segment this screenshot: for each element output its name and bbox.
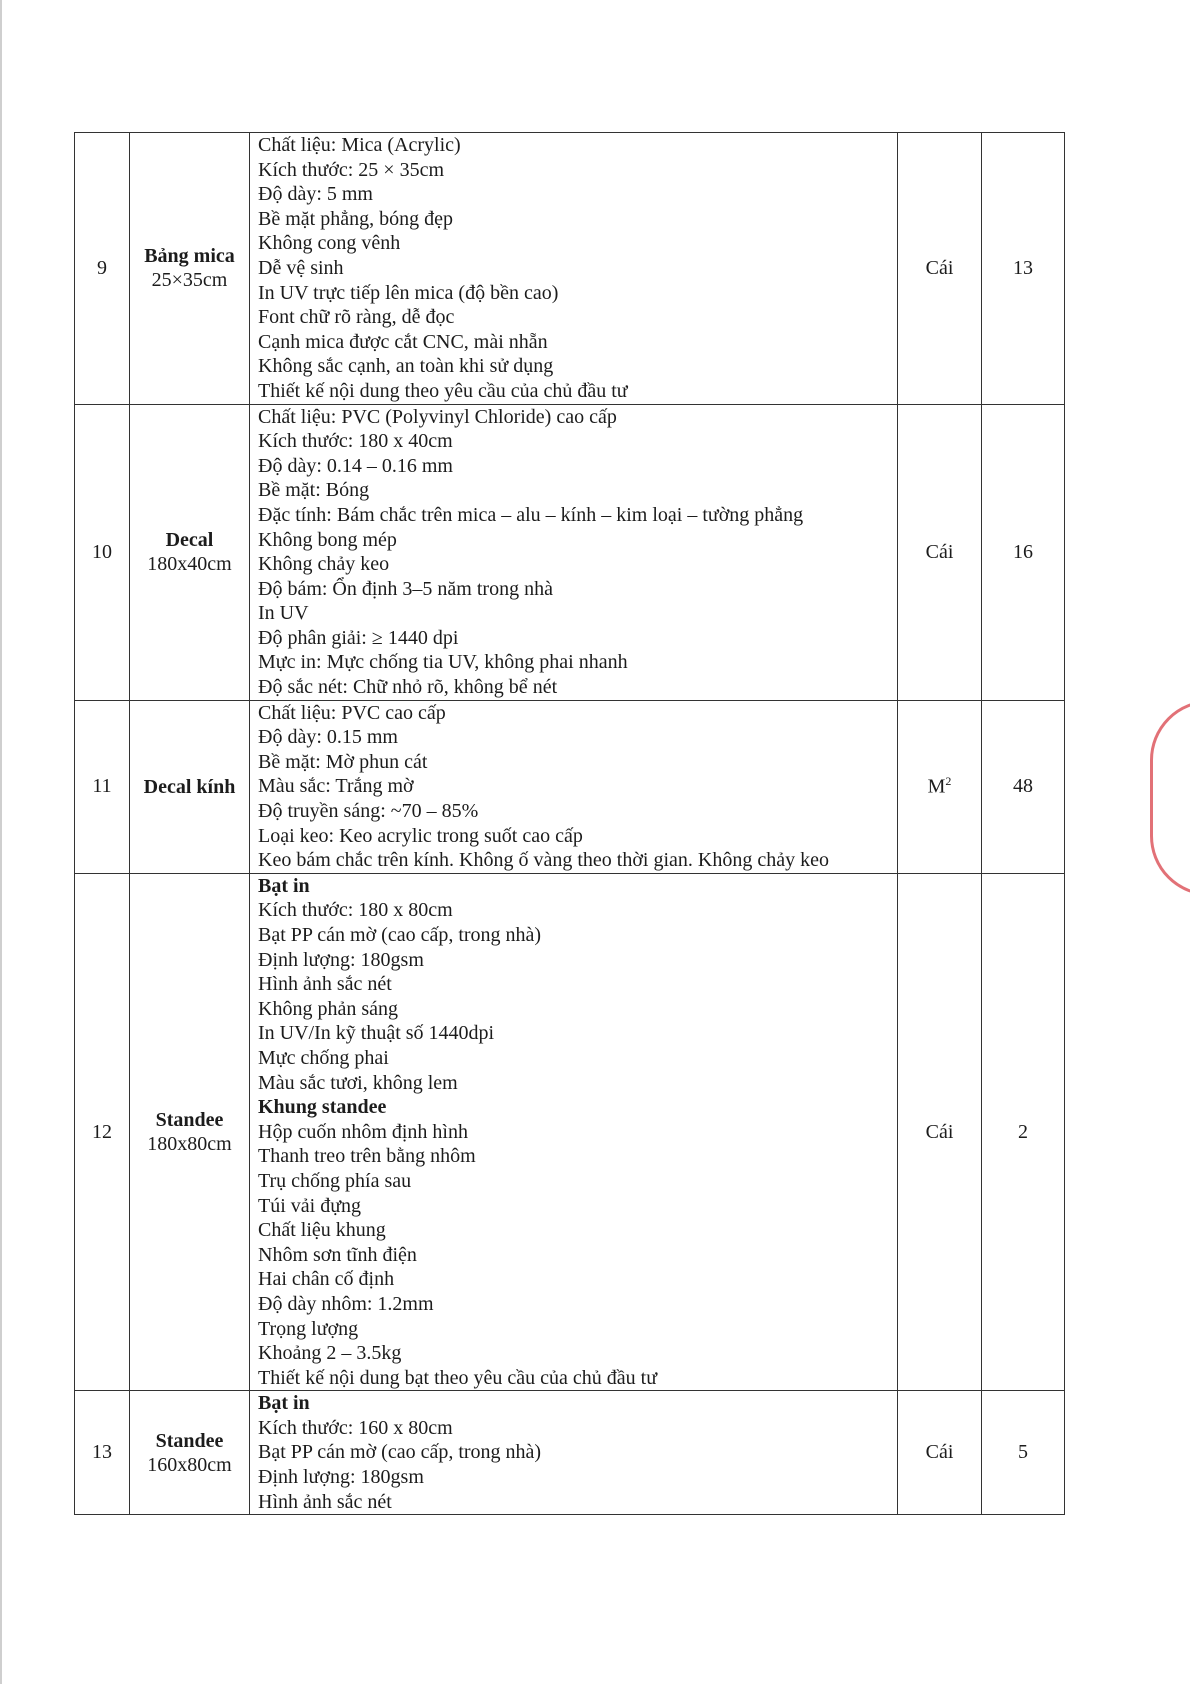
spec-heading: Bạt in xyxy=(258,1392,310,1415)
spec-line: Mực chống phai xyxy=(258,1046,389,1069)
spec-line: Không phản sáng xyxy=(258,997,398,1020)
spec-line: Độ dày: 5 mm xyxy=(258,183,373,206)
spec-line: Độ phân giải: ≥ 1440 dpi xyxy=(258,626,459,649)
item-name: Decal kính xyxy=(143,775,236,798)
spec-line: Hình ảnh sắc nét xyxy=(258,973,392,996)
spec-line: In UV/In kỹ thuật số 1440dpi xyxy=(258,1022,495,1045)
spec-line: Đặc tính: Bám chắc trên mica – alu – kính – kim loại – tường phẳng xyxy=(258,503,804,526)
item-name-cell xyxy=(130,873,250,1390)
unit: M xyxy=(927,776,946,799)
spec-line: Bạt PP cán mờ (cao cấp, trong nhà) xyxy=(258,924,542,946)
spec-line: Chất liệu khung xyxy=(258,1219,386,1242)
spec-line: Trọng lượng xyxy=(258,1317,359,1340)
row-number: 13 xyxy=(75,1391,130,1515)
quantity: 13 xyxy=(982,133,1065,405)
item-size: 180x40cm xyxy=(147,553,232,576)
unit-cell xyxy=(898,404,982,700)
row-number: 10 xyxy=(75,404,130,700)
spec-line: Hình ảnh sắc nét xyxy=(258,1490,392,1513)
item-name: Standee xyxy=(155,1429,224,1452)
spec-line: Độ sắc nét: Chữ nhỏ rõ, không bể nét xyxy=(258,676,558,699)
unit: Cái xyxy=(925,1120,954,1143)
spec-line: Độ truyền sáng: ~70 – 85% xyxy=(258,800,479,823)
spec-line: Không cong vênh xyxy=(258,232,401,255)
quantity: 48 xyxy=(982,700,1065,873)
spec-heading: Khung standee xyxy=(258,1096,387,1119)
spec-line: Độ bám: Ổn định 3–5 năm trong nhà xyxy=(258,577,553,600)
spec-line: Hai chân cố định xyxy=(258,1268,395,1291)
row-number: 12 xyxy=(75,873,130,1390)
spec-line: Bạt PP cán mờ (cao cấp, trong nhà) xyxy=(258,1441,542,1464)
spec-line: Trụ chống phía sau xyxy=(258,1169,412,1192)
row-number: 11 xyxy=(75,700,130,873)
spec-line: Chất liệu: PVC cao cấp xyxy=(258,701,446,724)
unit-cell xyxy=(898,700,982,873)
spec-line: Chất liệu: PVC (Polyvinyl Chloride) cao cấp xyxy=(258,405,617,428)
item-name-cell xyxy=(130,700,250,873)
spec-line: In UV xyxy=(258,602,309,625)
table-row xyxy=(75,133,1065,405)
spec-line: Bề mặt: Bóng xyxy=(258,479,370,502)
item-name-cell xyxy=(130,404,250,700)
spec-heading: Bạt in xyxy=(258,874,310,897)
table-row xyxy=(75,1391,1065,1515)
spec-line: Độ dày: 0.15 mm xyxy=(258,726,398,749)
item-name: Standee xyxy=(155,1109,224,1132)
unit: Cái xyxy=(925,540,954,563)
spec-line: Hộp cuốn nhôm định hình xyxy=(258,1120,468,1143)
unit-cell xyxy=(898,133,982,405)
spec-line: Mực in: Mực chống tia UV, không phai nhanh xyxy=(258,651,628,674)
row-number: 9 xyxy=(75,133,130,405)
item-name-cell xyxy=(130,133,250,405)
spec-description xyxy=(250,133,898,405)
item-name: Decal xyxy=(165,529,214,552)
spec-line: Màu sắc tươi, không lem xyxy=(258,1071,458,1094)
spec-line: Bề mặt: Mờ phun cát xyxy=(258,750,428,773)
spec-table-body xyxy=(75,133,1065,1515)
spec-line: In UV trực tiếp lên mica (độ bền cao) xyxy=(258,281,559,304)
unit-cell xyxy=(898,873,982,1390)
spec-description xyxy=(250,873,898,1390)
item-name-cell xyxy=(130,1391,250,1515)
spec-line: Màu sắc: Trắng mờ xyxy=(258,775,414,798)
spec-line: Kích thước: 180 x 80cm xyxy=(258,899,453,922)
quantity: 5 xyxy=(982,1391,1065,1515)
spec-line: Định lượng: 180gsm xyxy=(258,1466,424,1489)
spec-line: Kích thước: 25 × 35cm xyxy=(258,158,444,181)
spec-line: Không chảy keo xyxy=(258,553,390,576)
spec-line: Định lượng: 180gsm xyxy=(258,948,424,971)
item-size: 160x80cm xyxy=(147,1453,232,1476)
spec-table xyxy=(74,132,1065,1515)
quantity: 16 xyxy=(982,404,1065,700)
item-name: Bảng mica xyxy=(144,245,235,268)
spec-description xyxy=(250,1391,898,1515)
unit: Cái xyxy=(925,256,954,279)
spec-line: Bề mặt phẳng, bóng đẹp xyxy=(258,207,453,230)
spec-line: Túi vải đựng xyxy=(258,1194,362,1217)
table-row xyxy=(75,404,1065,700)
spec-line: Không sắc cạnh, an toàn khi sử dụng xyxy=(258,355,554,378)
quantity: 2 xyxy=(982,873,1065,1390)
spec-line: Khoảng 2 – 3.5kg xyxy=(258,1342,402,1365)
red-stamp xyxy=(1150,700,1190,896)
spec-line: Thanh treo trên bằng nhôm xyxy=(258,1145,476,1168)
spec-line: Dễ vệ sinh xyxy=(258,256,344,279)
spec-line: Nhôm sơn tĩnh điện xyxy=(258,1243,417,1266)
spec-description xyxy=(250,700,898,873)
spec-line: Kích thước: 180 x 40cm xyxy=(258,430,453,453)
spec-line: Thiết kế nội dung bạt theo yêu cầu của chủ đầu tư xyxy=(258,1366,658,1389)
spec-line: Keo bám chắc trên kính. Không ố vàng theo thời gian. Không chảy keo xyxy=(258,849,829,872)
spec-line: Thiết kế nội dung theo yêu cầu của chủ đầu tư xyxy=(258,379,628,402)
spec-line: Chất liệu: Mica (Acrylic) xyxy=(258,134,461,156)
unit-cell xyxy=(898,1391,982,1515)
item-size: 25×35cm xyxy=(151,269,228,292)
spec-line: Độ dày: 0.14 – 0.16 mm xyxy=(258,454,453,477)
spec-line: Kích thước: 160 x 80cm xyxy=(258,1416,453,1439)
table-row xyxy=(75,700,1065,873)
item-size: 180x80cm xyxy=(147,1133,232,1156)
unit-superscript: 2 xyxy=(945,774,952,789)
table-row xyxy=(75,873,1065,1390)
spec-description xyxy=(250,404,898,700)
unit: Cái xyxy=(925,1441,954,1464)
spec-line: Độ dày nhôm: 1.2mm xyxy=(258,1292,434,1315)
spec-line: Font chữ rõ ràng, dễ đọc xyxy=(258,306,455,329)
spec-line: Loại keo: Keo acrylic trong suốt cao cấp xyxy=(258,824,583,847)
page-edge xyxy=(0,0,2,1684)
spec-line: Không bong mép xyxy=(258,528,397,551)
spec-line: Cạnh mica được cắt CNC, mài nhẵn xyxy=(258,330,548,353)
